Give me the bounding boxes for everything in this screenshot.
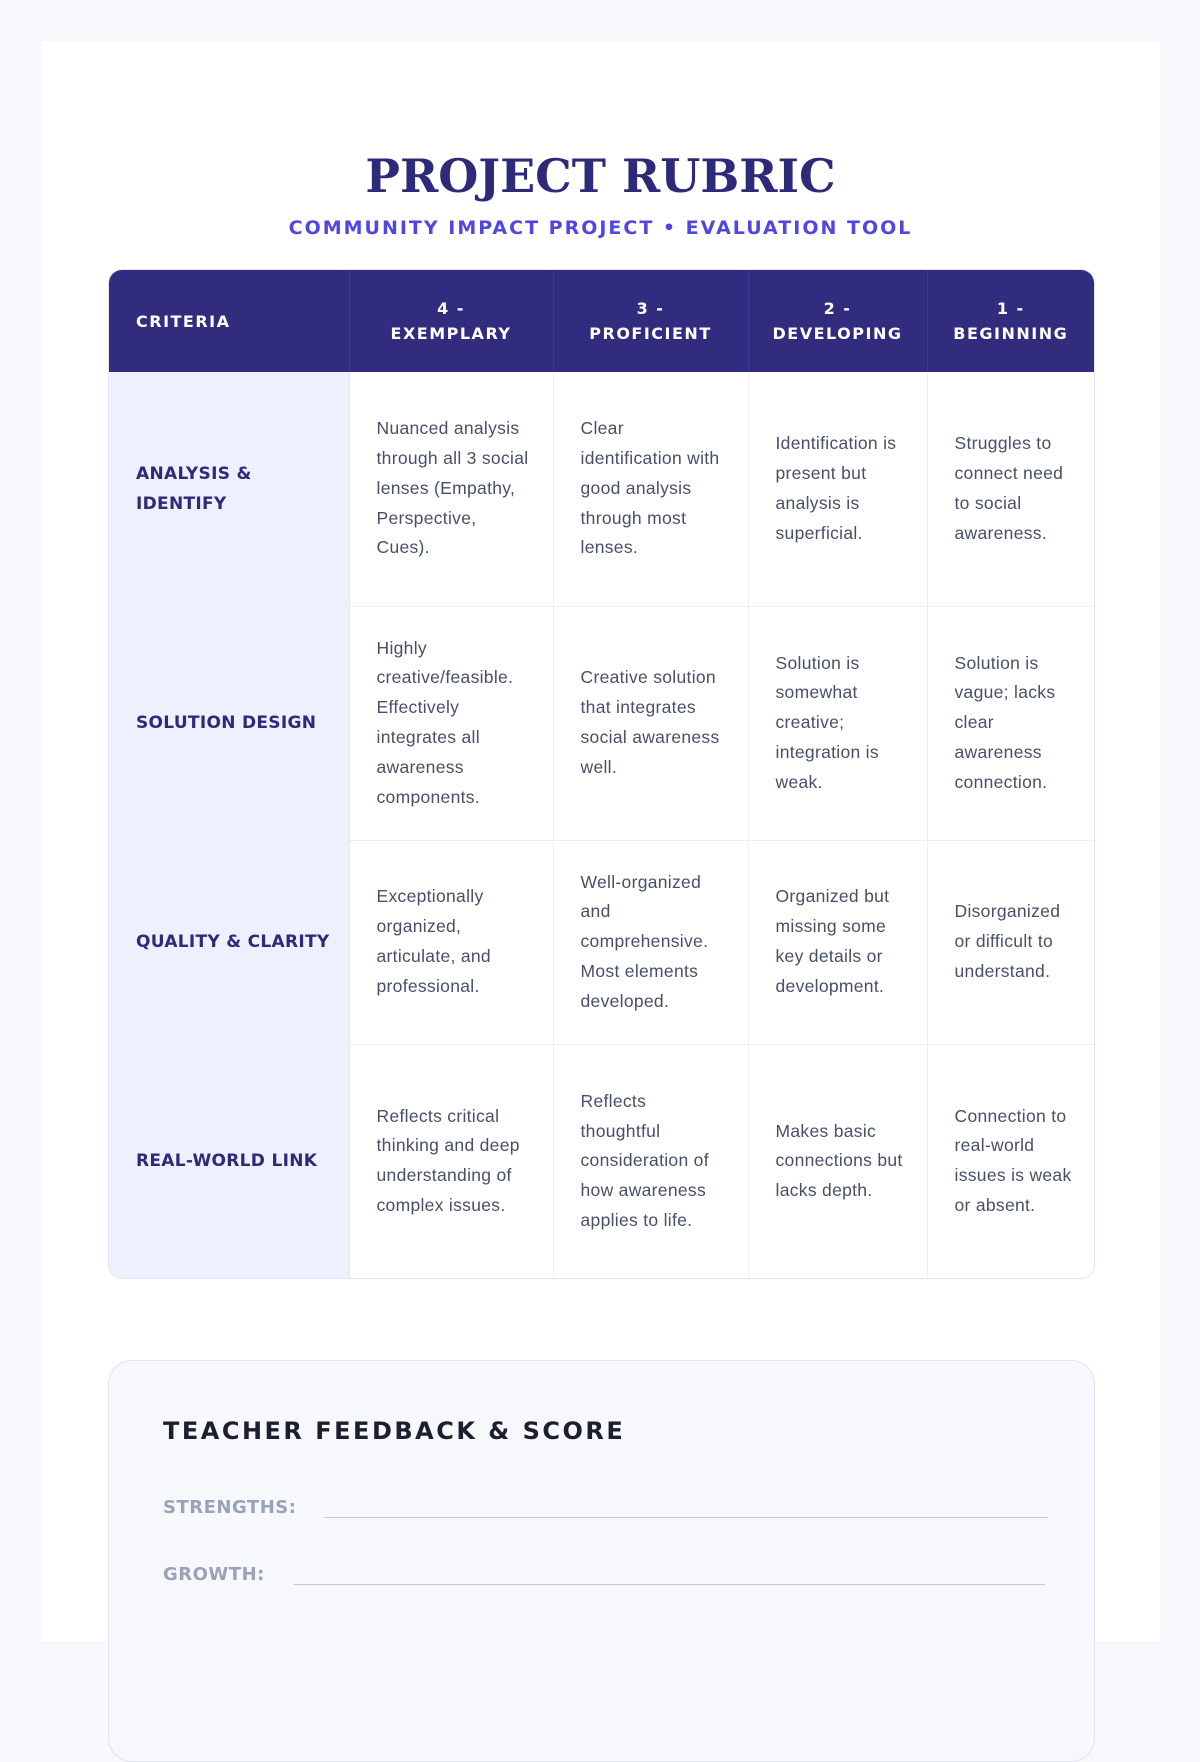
column-header-criteria: CRITERIA [109,270,349,372]
table-row [109,606,1094,840]
rubric-table-card [108,269,1095,1279]
strengths-field[interactable] [324,1493,1048,1518]
feedback-title: TEACHER FEEDBACK & SCORE [163,1417,626,1445]
column-header-proficient: 3 - PROFICIENT [553,270,748,372]
criteria-cell: REAL-WORLD LINK [109,1044,349,1278]
growth-field[interactable] [293,1560,1045,1585]
rubric-cell: Connection to real-world issues is weak or absent. [927,1044,1094,1278]
table-row [109,840,1094,1044]
growth-row [163,1560,1045,1585]
rubric-table [109,270,1094,1278]
rubric-cell: Well-organized and comprehensive. Most elements developed. [553,840,748,1044]
rubric-cell: Disorganized or difficult to understand. [927,840,1094,1044]
rubric-cell: Struggles to connect need to social awareness. [954,433,1064,543]
strengths-label: STRENGTHS: [163,1497,297,1518]
rubric-cell: Clear identification with good analysis through most lenses. [553,372,748,606]
column-header-developing: 2 - DEVELOPING [748,270,927,372]
column-header-exemplary: 4 - EXEMPLARY [349,270,553,372]
rubric-cell: Creative solution that integrates social awareness well. [553,606,748,840]
table-row [109,1044,1094,1278]
page-title: PROJECT RUBRIC [365,149,836,203]
rubric-cell: Highly creative/feasible. Effectively integrates all awareness components. [349,606,553,840]
strengths-row [163,1493,1048,1518]
criteria-cell: ANALYSIS & IDENTIFY [109,372,349,606]
rubric-header-row [109,270,1094,372]
growth-label: GROWTH: [163,1564,265,1585]
rubric-cell: Nuanced analysis through all 3 social lenses (Empathy, Perspective, Cues). [349,372,553,606]
rubric-page [41,41,1160,1641]
rubric-cell: Reflects thoughtful consideration of how awareness applies to life. [553,1044,748,1278]
rubric-cell: Reflects critical thinking and deep understanding of complex issues. [349,1044,553,1278]
rubric-cell: Identification is present but analysis is superficial. [748,372,927,606]
rubric-cell: Exceptionally organized, articulate, and professional. [349,840,553,1044]
criteria-cell: QUALITY & CLARITY [109,840,349,1044]
criteria-cell: SOLUTION DESIGN [109,606,349,840]
rubric-cell: Makes basic connections but lacks depth. [748,1044,927,1278]
column-header-beginning: 1 - BEGINNING [927,270,1094,372]
table-row [109,372,1094,606]
page-subtitle: COMMUNITY IMPACT PROJECT • EVALUATION TOOL [288,217,913,239]
teacher-feedback-card [108,1360,1095,1762]
rubric-cell: Solution is somewhat creative; integration is weak. [748,606,927,840]
rubric-cell: Organized but missing some key details or development. [748,840,927,1044]
rubric-cell: Solution is vague; lacks clear awareness connection. [927,606,1094,840]
